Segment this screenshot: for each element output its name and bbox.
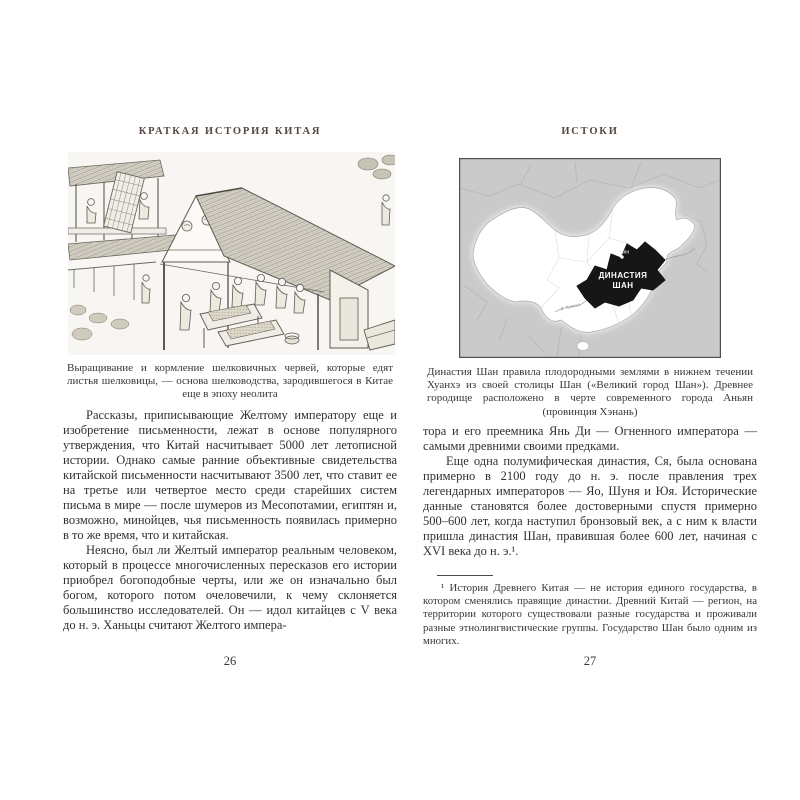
right-figure-caption: Династия Шан правила плодородными землями в нижнем течении Хуанхэ из своей столицы Шан («Великий город Шан»). Древнее городище расположено в черте современного города Аньян (провинция Хэнань) (427, 366, 753, 418)
left-page (63, 120, 397, 680)
footnote-text: ¹ История Древнего Китая — не история единого государства, в котором сменялись правящие династии. Древний Китай — регион, на территории которого существовали разные государства и проживали разные этнолингвистические группы. Государство Шан было одним из многих. (423, 582, 757, 647)
left-body-text (63, 408, 397, 633)
map-city-label: Аньян (614, 249, 630, 256)
right-paragraph-1: тора и его преемника Янь Ди — Огненного императора — самыми древними своими предками. (423, 424, 757, 453)
map-region-label-line2: ШАН (612, 281, 634, 290)
right-paragraph-2: Еще одна полумифическая династия, Ся, была основана примерно в 2100 году до н. э. после правления трех легендарных императоров — Яо, Шуня и Юя. Исторические данные становятся более достоверными спустя примерно 500–600 лет, когда наступил бронзовый век, а с ним к власти пришла династия Шан, правившая более 600 лет, начиная с XVI века до н. э.¹. (423, 454, 757, 558)
right-body-text (423, 424, 757, 559)
right-page (423, 120, 757, 680)
right-running-head: ИСТОКИ (561, 126, 619, 137)
left-page-number: 26 (223, 654, 237, 668)
map-river-label: р. Хуанхэ (560, 302, 581, 311)
left-running-head: КРАТКАЯ ИСТОРИЯ КИТАЯ (138, 126, 322, 137)
silkworm-illustration-drawing (68, 152, 395, 355)
right-page-number: 27 (583, 654, 597, 668)
shang-dynasty-map (459, 158, 721, 358)
footnote (423, 582, 757, 648)
left-paragraph-2: Неясно, был ли Желтый император реальным человеком, который в процессе многочисленных пересказов его истории приобрел богоподобные черты, или же он изначально был богом, которого потом очеловечили, к чему склоняется большинство исследователей. Он — идол китайцев с V века до н. э. Ханьцы считают Желтого импера- (63, 543, 397, 632)
shang-dynasty-map-drawing (459, 158, 721, 358)
footnote-divider (437, 575, 493, 576)
map-region-label-line1: ДИНАСТИЯ (598, 271, 648, 280)
left-figure-caption: Выращивание и кормление шелковичных червей, которые едят листья шелковицы, — основа шелководства, зародившегося в Китае еще в эпоху неолита (67, 362, 393, 401)
left-paragraph-1: Рассказы, приписывающие Желтому императору еще и изобретение письменности, лежат в основе популярного утверждения, что Китай насчитывает 5000 лет летописной истории. Однако самые ранние объективные свидетельства китайской письменности насчитывают 3500 лет, что ставит ее на третье или четвертое место среди старейших систем письма в мире — после шумеров из Месопотамии, египтян и, возможно, минойцев, чья письменность появилась примерно в то же время, что и китайская. (63, 408, 397, 542)
silkworm-illustration (68, 152, 395, 355)
